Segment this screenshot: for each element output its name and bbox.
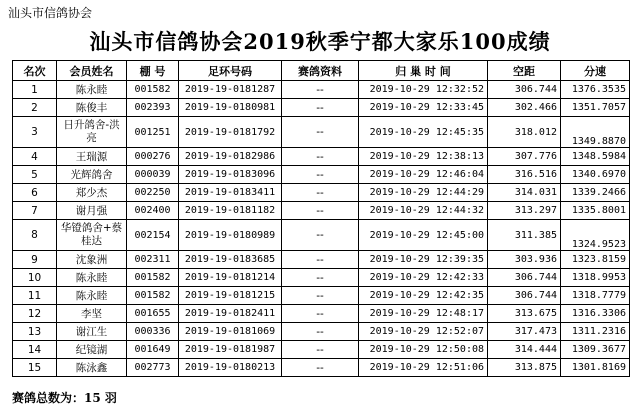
info-cell: -- xyxy=(282,202,359,220)
member-cell: 王瑞源 xyxy=(57,148,127,166)
header-arrival: 归 巢 时 间 xyxy=(359,61,488,81)
ring-cell: 2019-19-0181792 xyxy=(179,117,282,148)
ring-cell: 2019-19-0183096 xyxy=(179,166,282,184)
table-row xyxy=(13,99,630,117)
distance-cell: 314.031 xyxy=(488,184,561,202)
speed-cell: 1340.6970 xyxy=(561,166,630,184)
arrival-cell: 2019-10-29 12:42:33 xyxy=(359,269,488,287)
ring-cell: 2019-19-0183411 xyxy=(179,184,282,202)
distance-cell: 316.516 xyxy=(488,166,561,184)
member-cell: 纪镜湖 xyxy=(57,341,127,359)
rank-cell: 12 xyxy=(13,305,57,323)
ring-cell: 2019-19-0181287 xyxy=(179,81,282,99)
table-row xyxy=(13,341,630,359)
arrival-cell: 2019-10-29 12:46:04 xyxy=(359,166,488,184)
arrival-cell: 2019-10-29 12:51:06 xyxy=(359,359,488,377)
loft-cell: 000336 xyxy=(127,323,179,341)
distance-cell: 313.297 xyxy=(488,202,561,220)
loft-cell: 002154 xyxy=(127,220,179,251)
speed-cell: 1324.9523 xyxy=(561,220,630,251)
info-cell: -- xyxy=(282,220,359,251)
header-rank: 名次 xyxy=(13,61,57,81)
ring-cell: 2019-19-0181214 xyxy=(179,269,282,287)
speed-cell: 1316.3306 xyxy=(561,305,630,323)
header-ring: 足环号码 xyxy=(179,61,282,81)
table-row xyxy=(13,117,630,148)
info-cell: -- xyxy=(282,99,359,117)
distance-cell: 307.776 xyxy=(488,148,561,166)
member-cell: 陈永睦 xyxy=(57,81,127,99)
speed-cell: 1318.7779 xyxy=(561,287,630,305)
organization-label: 汕头市信鸽协会 xyxy=(8,6,93,20)
loft-cell: 002311 xyxy=(127,251,179,269)
arrival-cell: 2019-10-29 12:42:35 xyxy=(359,287,488,305)
rank-cell: 15 xyxy=(13,359,57,377)
loft-cell: 000039 xyxy=(127,166,179,184)
member-cell: 谢月强 xyxy=(57,202,127,220)
ring-cell: 2019-19-0182986 xyxy=(179,148,282,166)
table-row xyxy=(13,287,630,305)
arrival-cell: 2019-10-29 12:50:08 xyxy=(359,341,488,359)
loft-cell: 002393 xyxy=(127,99,179,117)
header-speed: 分速 xyxy=(561,61,630,81)
info-cell: -- xyxy=(282,148,359,166)
member-cell: 沈象洲 xyxy=(57,251,127,269)
distance-cell: 313.675 xyxy=(488,305,561,323)
loft-cell: 000276 xyxy=(127,148,179,166)
speed-cell: 1348.5984 xyxy=(561,148,630,166)
member-cell: 光辉鸽舍 xyxy=(57,166,127,184)
distance-cell: 306.744 xyxy=(488,81,561,99)
speed-cell: 1335.8001 xyxy=(561,202,630,220)
arrival-cell: 2019-10-29 12:32:52 xyxy=(359,81,488,99)
distance-cell: 317.473 xyxy=(488,323,561,341)
info-cell: -- xyxy=(282,269,359,287)
distance-cell: 302.466 xyxy=(488,99,561,117)
ring-cell: 2019-19-0180981 xyxy=(179,99,282,117)
results-table xyxy=(12,60,630,377)
member-cell xyxy=(57,117,127,148)
distance-cell: 313.875 xyxy=(488,359,561,377)
rank-cell: 14 xyxy=(13,341,57,359)
arrival-cell: 2019-10-29 12:45:00 xyxy=(359,220,488,251)
table-row xyxy=(13,269,630,287)
loft-cell: 001251 xyxy=(127,117,179,148)
speed-cell: 1339.2466 xyxy=(561,184,630,202)
loft-cell: 002400 xyxy=(127,202,179,220)
table-row xyxy=(13,305,630,323)
ring-cell: 2019-19-0183685 xyxy=(179,251,282,269)
rank-cell: 2 xyxy=(13,99,57,117)
header-distance: 空距 xyxy=(488,61,561,81)
rank-cell: 10 xyxy=(13,269,57,287)
arrival-cell: 2019-10-29 12:45:35 xyxy=(359,117,488,148)
info-cell: -- xyxy=(282,251,359,269)
rank-cell: 3 xyxy=(13,117,57,148)
table-row xyxy=(13,166,630,184)
rank-cell: 11 xyxy=(13,287,57,305)
rank-cell: 6 xyxy=(13,184,57,202)
arrival-cell: 2019-10-29 12:38:13 xyxy=(359,148,488,166)
arrival-cell: 2019-10-29 12:39:35 xyxy=(359,251,488,269)
ring-cell: 2019-19-0181215 xyxy=(179,287,282,305)
page-title: 汕头市信鸽协会2019秋季宁都大家乐100成绩 xyxy=(89,29,551,54)
info-cell: -- xyxy=(282,184,359,202)
table-row xyxy=(13,359,630,377)
speed-cell: 1323.8159 xyxy=(561,251,630,269)
ring-cell: 2019-19-0180989 xyxy=(179,220,282,251)
loft-cell: 002250 xyxy=(127,184,179,202)
member-cell: 谢江生 xyxy=(57,323,127,341)
speed-cell: 1301.8169 xyxy=(561,359,630,377)
distance-cell: 314.444 xyxy=(488,341,561,359)
table-row xyxy=(13,184,630,202)
table-row xyxy=(13,148,630,166)
loft-cell: 001649 xyxy=(127,341,179,359)
ring-cell: 2019-19-0181069 xyxy=(179,323,282,341)
loft-cell: 001582 xyxy=(127,269,179,287)
arrival-cell: 2019-10-29 12:48:17 xyxy=(359,305,488,323)
loft-cell: 001655 xyxy=(127,305,179,323)
member-cell: 郑少杰 xyxy=(57,184,127,202)
info-cell: -- xyxy=(282,305,359,323)
loft-cell: 001582 xyxy=(127,287,179,305)
header-info: 赛鸽资料 xyxy=(282,61,359,81)
arrival-cell: 2019-10-29 12:52:07 xyxy=(359,323,488,341)
info-cell: -- xyxy=(282,323,359,341)
ring-cell: 2019-19-0181987 xyxy=(179,341,282,359)
info-cell: -- xyxy=(282,359,359,377)
member-cell: 陈永睦 xyxy=(57,269,127,287)
rank-cell: 13 xyxy=(13,323,57,341)
info-cell: -- xyxy=(282,287,359,305)
member-cell: 李坚 xyxy=(57,305,127,323)
distance-cell: 306.744 xyxy=(488,287,561,305)
arrival-cell: 2019-10-29 12:33:45 xyxy=(359,99,488,117)
ring-cell: 2019-19-0182411 xyxy=(179,305,282,323)
speed-cell: 1309.3677 xyxy=(561,341,630,359)
speed-cell: 1351.7057 xyxy=(561,99,630,117)
member-cell: 陈俊丰 xyxy=(57,99,127,117)
table-header-row xyxy=(13,61,630,81)
rank-cell: 7 xyxy=(13,202,57,220)
rank-cell: 9 xyxy=(13,251,57,269)
speed-cell: 1318.9953 xyxy=(561,269,630,287)
header-member: 会员姓名 xyxy=(57,61,127,81)
rank-cell: 4 xyxy=(13,148,57,166)
speed-cell: 1311.2316 xyxy=(561,323,630,341)
header-loft: 棚 号 xyxy=(127,61,179,81)
member-name: 华镫鸽舍+蔡桂达 xyxy=(60,222,123,247)
distance-cell: 303.936 xyxy=(488,251,561,269)
arrival-cell: 2019-10-29 12:44:29 xyxy=(359,184,488,202)
distance-cell: 311.385 xyxy=(488,220,561,251)
info-cell: -- xyxy=(282,166,359,184)
info-cell: -- xyxy=(282,117,359,148)
info-cell: -- xyxy=(282,341,359,359)
total-count: 赛鸽总数为：15 羽 xyxy=(12,391,117,405)
speed-cell: 1349.8870 xyxy=(561,117,630,148)
arrival-cell: 2019-10-29 12:44:32 xyxy=(359,202,488,220)
member-cell: 陈永睦 xyxy=(57,287,127,305)
table-row xyxy=(13,202,630,220)
ring-cell: 2019-19-0181182 xyxy=(179,202,282,220)
distance-cell: 306.744 xyxy=(488,269,561,287)
loft-cell: 001582 xyxy=(127,81,179,99)
member-cell xyxy=(57,220,127,251)
member-name: 日升鸽舍-洪亮 xyxy=(63,119,120,144)
rank-cell: 1 xyxy=(13,81,57,99)
speed-cell: 1376.3535 xyxy=(561,81,630,99)
rank-cell: 8 xyxy=(13,220,57,251)
table-row xyxy=(13,81,630,99)
member-cell: 陈泳鑫 xyxy=(57,359,127,377)
table-row xyxy=(13,251,630,269)
ring-cell: 2019-19-0180213 xyxy=(179,359,282,377)
table-row xyxy=(13,220,630,251)
table-row xyxy=(13,323,630,341)
distance-cell: 318.012 xyxy=(488,117,561,148)
rank-cell: 5 xyxy=(13,166,57,184)
info-cell: -- xyxy=(282,81,359,99)
loft-cell: 002773 xyxy=(127,359,179,377)
